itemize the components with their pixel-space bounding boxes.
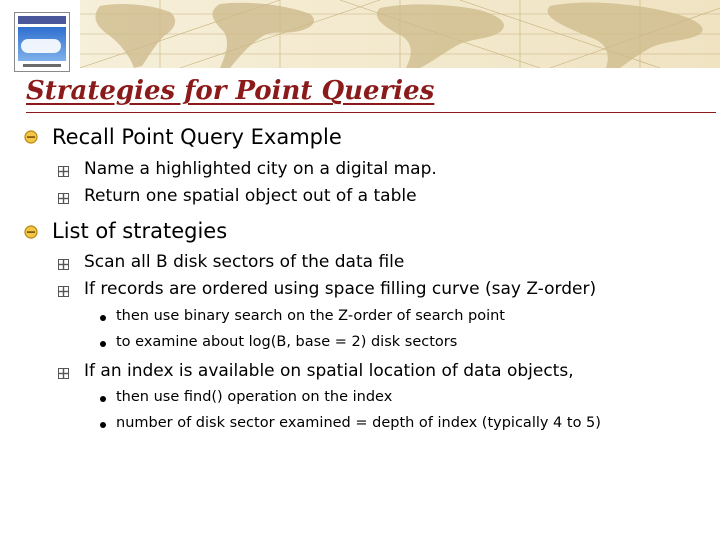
square-cross-bullet-icon	[58, 259, 69, 270]
dot-bullet-icon	[100, 422, 106, 428]
book-cover-footer	[23, 64, 61, 67]
world-map-banner	[80, 0, 720, 68]
sub-bullet-item: then use find() operation on the index	[116, 389, 393, 405]
square-cross-bullet-icon	[58, 193, 69, 204]
sub-bullet-item: then use binary search on the Z-order of search point	[116, 308, 505, 324]
bullet-item: If an index is available on spatial location of data objects,	[84, 361, 574, 381]
book-cover-title-band	[18, 16, 66, 24]
section-heading: List of strategies	[52, 219, 228, 243]
world-map-graphic	[80, 0, 720, 68]
sub-bullet-item: to examine about log(B, base = 2) disk sectors	[116, 334, 458, 350]
book-cover-logo	[14, 12, 70, 72]
circle-bullet-icon	[24, 225, 38, 239]
dot-bullet-icon	[100, 341, 106, 347]
sub-bullet-item: number of disk sector examined = depth of index (typically 4 to 5)	[116, 415, 601, 431]
bullet-item: Return one spatial object out of a table	[84, 186, 417, 206]
square-cross-bullet-icon	[58, 286, 69, 297]
bullet-item: If records are ordered using space filling curve (say Z-order)	[84, 279, 597, 299]
slide-title: Strategies for Point Queries	[26, 76, 435, 106]
dot-bullet-icon	[100, 315, 106, 321]
circle-bullet-icon	[24, 130, 38, 144]
dot-bullet-icon	[100, 396, 106, 402]
bullet-item: Name a highlighted city on a digital map.	[84, 159, 437, 179]
square-cross-bullet-icon	[58, 166, 69, 177]
square-cross-bullet-icon	[58, 368, 69, 379]
header-banner	[0, 0, 720, 72]
section-heading: Recall Point Query Example	[52, 125, 342, 149]
bullet-item: Scan all B disk sectors of the data file	[84, 252, 405, 272]
title-divider	[26, 112, 716, 113]
book-cover-cloud	[21, 39, 61, 53]
